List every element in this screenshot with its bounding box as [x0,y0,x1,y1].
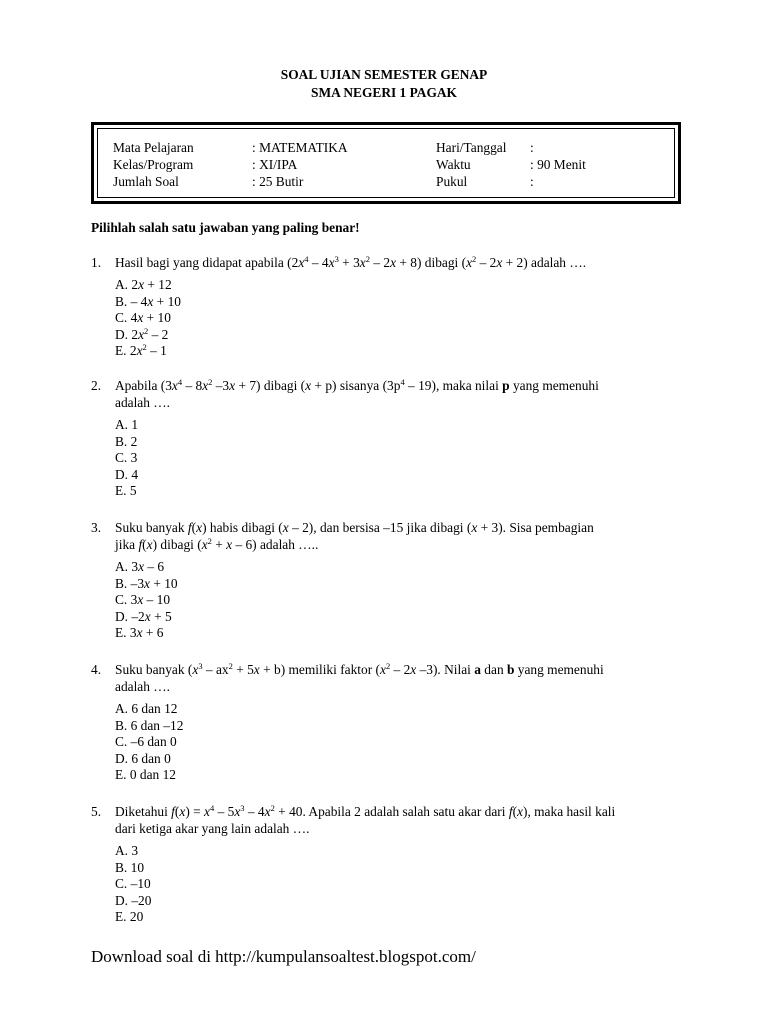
option-c[interactable]: C. 3 [115,450,138,466]
day-label: Hari/Tanggal [436,140,507,155]
question-number: 1. [91,255,102,270]
question-text: 5. Diketahui $f(x) = x^4 - 5x^3 - 4x^2 + 40$. Apabila 2 adalah salah satu akar dari f(x), maka hasil kali [91,803,616,819]
question-text: 2. Apabila ($3x^4 - 8x^2$ –3x + 7) dibagi (x + p) sisanya $(3p^4 - 19)$, maka nilai p yang memenuhi [91,377,599,393]
question-text-continued: adalah …. [115,395,171,410]
option-a[interactable]: A. 3 [115,843,139,858]
exam-title: SOAL UJIAN SEMESTER GENAP [280,67,488,82]
question-text: 3. Suku banyak f(x) habis dibagi (x – 2), dan bersisa –15 jika dibagi (x + 3). Sisa pembagian [91,520,594,535]
option-a[interactable]: A. 1 [115,417,139,432]
question-text: 4. Suku banyak $(x^3 - ax^2 + 5x + b)$ memiliki faktor ($x^2 - 2x$ –3). Nilai a dan b yang memenuhi [91,661,604,677]
option-d[interactable]: D. 6 dan 0 [115,750,171,766]
option-e[interactable]: E. 3x + 6 [115,625,164,641]
option-e[interactable]: E. $2x^2 - 1$ [115,342,167,359]
option-a[interactable]: A. 6 dan 12 [115,701,178,716]
clock-value: : [530,174,534,189]
subject-label: Mata Pelajaran [113,140,194,155]
school-name: SMA NEGERI 1 PAGAK [311,85,457,100]
clock-label: Pukul [436,174,468,189]
question-number: 5. [91,804,102,819]
option-d[interactable]: D. $2x^2 - 2$ [115,325,169,342]
option-b[interactable]: B. –3x + 10 [115,575,178,591]
option-e[interactable]: E. 5 [115,483,137,499]
option-c[interactable]: C. –6 dan 0 [115,734,177,750]
class-label: Kelas/Program [113,157,194,172]
option-d[interactable]: D. 4 [115,466,139,482]
class-value: : XI/IPA [252,157,298,172]
subject-value: : MATEMATIKA [252,140,348,155]
options-list [91,843,701,926]
question-text: 1. Hasil bagi yang didapat apabila $(2x^4 - 4x^3 + 3x^2 - 2x + 8)$ dibagi $(x^2 - 2x + 2)$ adalah …. [91,254,587,270]
option-b[interactable]: B. – 4x + 10 [115,293,181,309]
question-text-continued: jika f(x) dibagi $(x^2 + x - 6)$ adalah ….. [115,536,319,552]
time-label: Waktu [436,157,471,172]
instruction: Pilihlah salah satu jawaban yang paling benar! [91,220,360,235]
option-a[interactable]: A. 2x + 12 [115,277,172,292]
day-value: : [530,140,534,155]
count-label: Jumlah Soal [113,174,179,189]
page-header [0,66,768,102]
question-5 [91,803,701,926]
option-b[interactable]: B. 6 dan –12 [115,717,184,733]
option-d[interactable]: D. –2x + 5 [115,608,172,624]
options-list [91,559,701,642]
question-number: 4. [91,662,102,677]
option-e[interactable]: E. 20 [115,909,144,925]
question-text-continued: adalah …. [115,679,171,694]
option-c[interactable]: C. 4x + 10 [115,310,171,326]
options-list [91,701,701,784]
question-4 [91,661,701,784]
download-footer: Download soal di http://kumpulansoaltest.blogspot.com/ [91,947,476,966]
option-b[interactable]: B. 10 [115,859,145,875]
options-list [91,417,701,500]
time-value: : 90 Menit [530,157,586,172]
option-c[interactable]: C. –10 [115,876,151,892]
options-list [91,277,701,360]
question-1 [91,254,701,360]
option-b[interactable]: B. 2 [115,433,138,449]
question-2 [91,377,701,500]
question-text-continued: dari ketiga akar yang lain adalah …. [115,821,310,836]
option-e[interactable]: E. 0 dan 12 [115,767,176,783]
question-3 [91,519,701,642]
exam-info-box [91,122,681,204]
option-a[interactable]: A. 3x – 6 [115,559,165,574]
question-number: 2. [91,378,102,393]
option-d[interactable]: D. –20 [115,892,152,908]
question-number: 3. [91,520,102,535]
count-value: : 25 Butir [252,174,304,189]
option-c[interactable]: C. 3x – 10 [115,592,171,608]
